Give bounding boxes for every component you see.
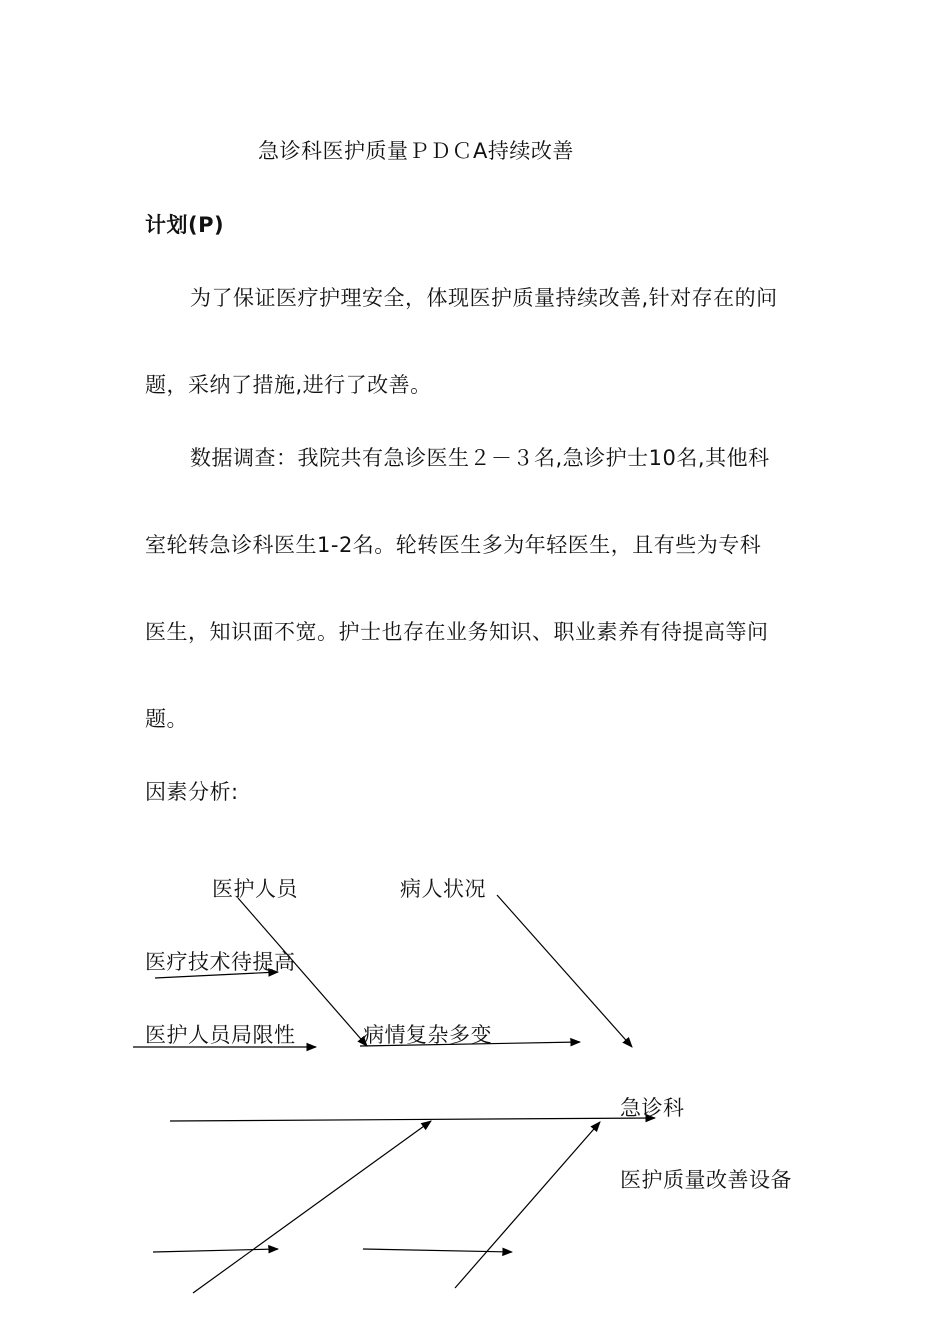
spine-arrow — [170, 1118, 655, 1121]
paragraph-line: 数据调查：我院共有急诊医生２－３名,急诊护士10名,其他科 — [190, 446, 770, 470]
paragraph-line: 医生，知识面不宽。护士也存在业务知识、职业素养有待提高等问 — [145, 620, 769, 644]
category-patient-label: 病人状况 — [400, 877, 486, 901]
bone-lower-left-arrow — [193, 1121, 431, 1293]
bone-lower-right-arrow — [455, 1122, 600, 1288]
factor-analysis-label: 因素分析: — [145, 780, 239, 804]
category-staff-label: 医护人员 — [212, 877, 298, 901]
effect-label-line1: 急诊科 — [620, 1096, 685, 1120]
section-heading: 计划(P) — [145, 213, 225, 237]
cause-lower-left-arrow — [153, 1249, 278, 1252]
paragraph-line: 室轮转急诊科医生1-2名。轮转医生多为年轻医生，且有些为专科 — [145, 533, 762, 557]
paragraph-line: 为了保证医疗护理安全，体现医护质量持续改善,针对存在的问 — [190, 286, 778, 310]
document-title: 急诊科医护质量ＰＤＣA持续改善 — [258, 139, 574, 163]
paragraph-line: 题。 — [145, 707, 188, 731]
effect-label-line2: 医护质量改善设备 — [620, 1168, 792, 1192]
cause-lower-right-arrow — [363, 1249, 512, 1252]
cause-tech-label: 医疗技术待提高 — [145, 950, 296, 974]
bone-patient-arrow — [497, 895, 632, 1047]
cause-complex-label: 病情复杂多变 — [363, 1023, 492, 1047]
paragraph-line: 题，采纳了措施,进行了改善。 — [145, 373, 432, 397]
cause-staff-limit-label: 医护人员局限性 — [145, 1023, 296, 1047]
